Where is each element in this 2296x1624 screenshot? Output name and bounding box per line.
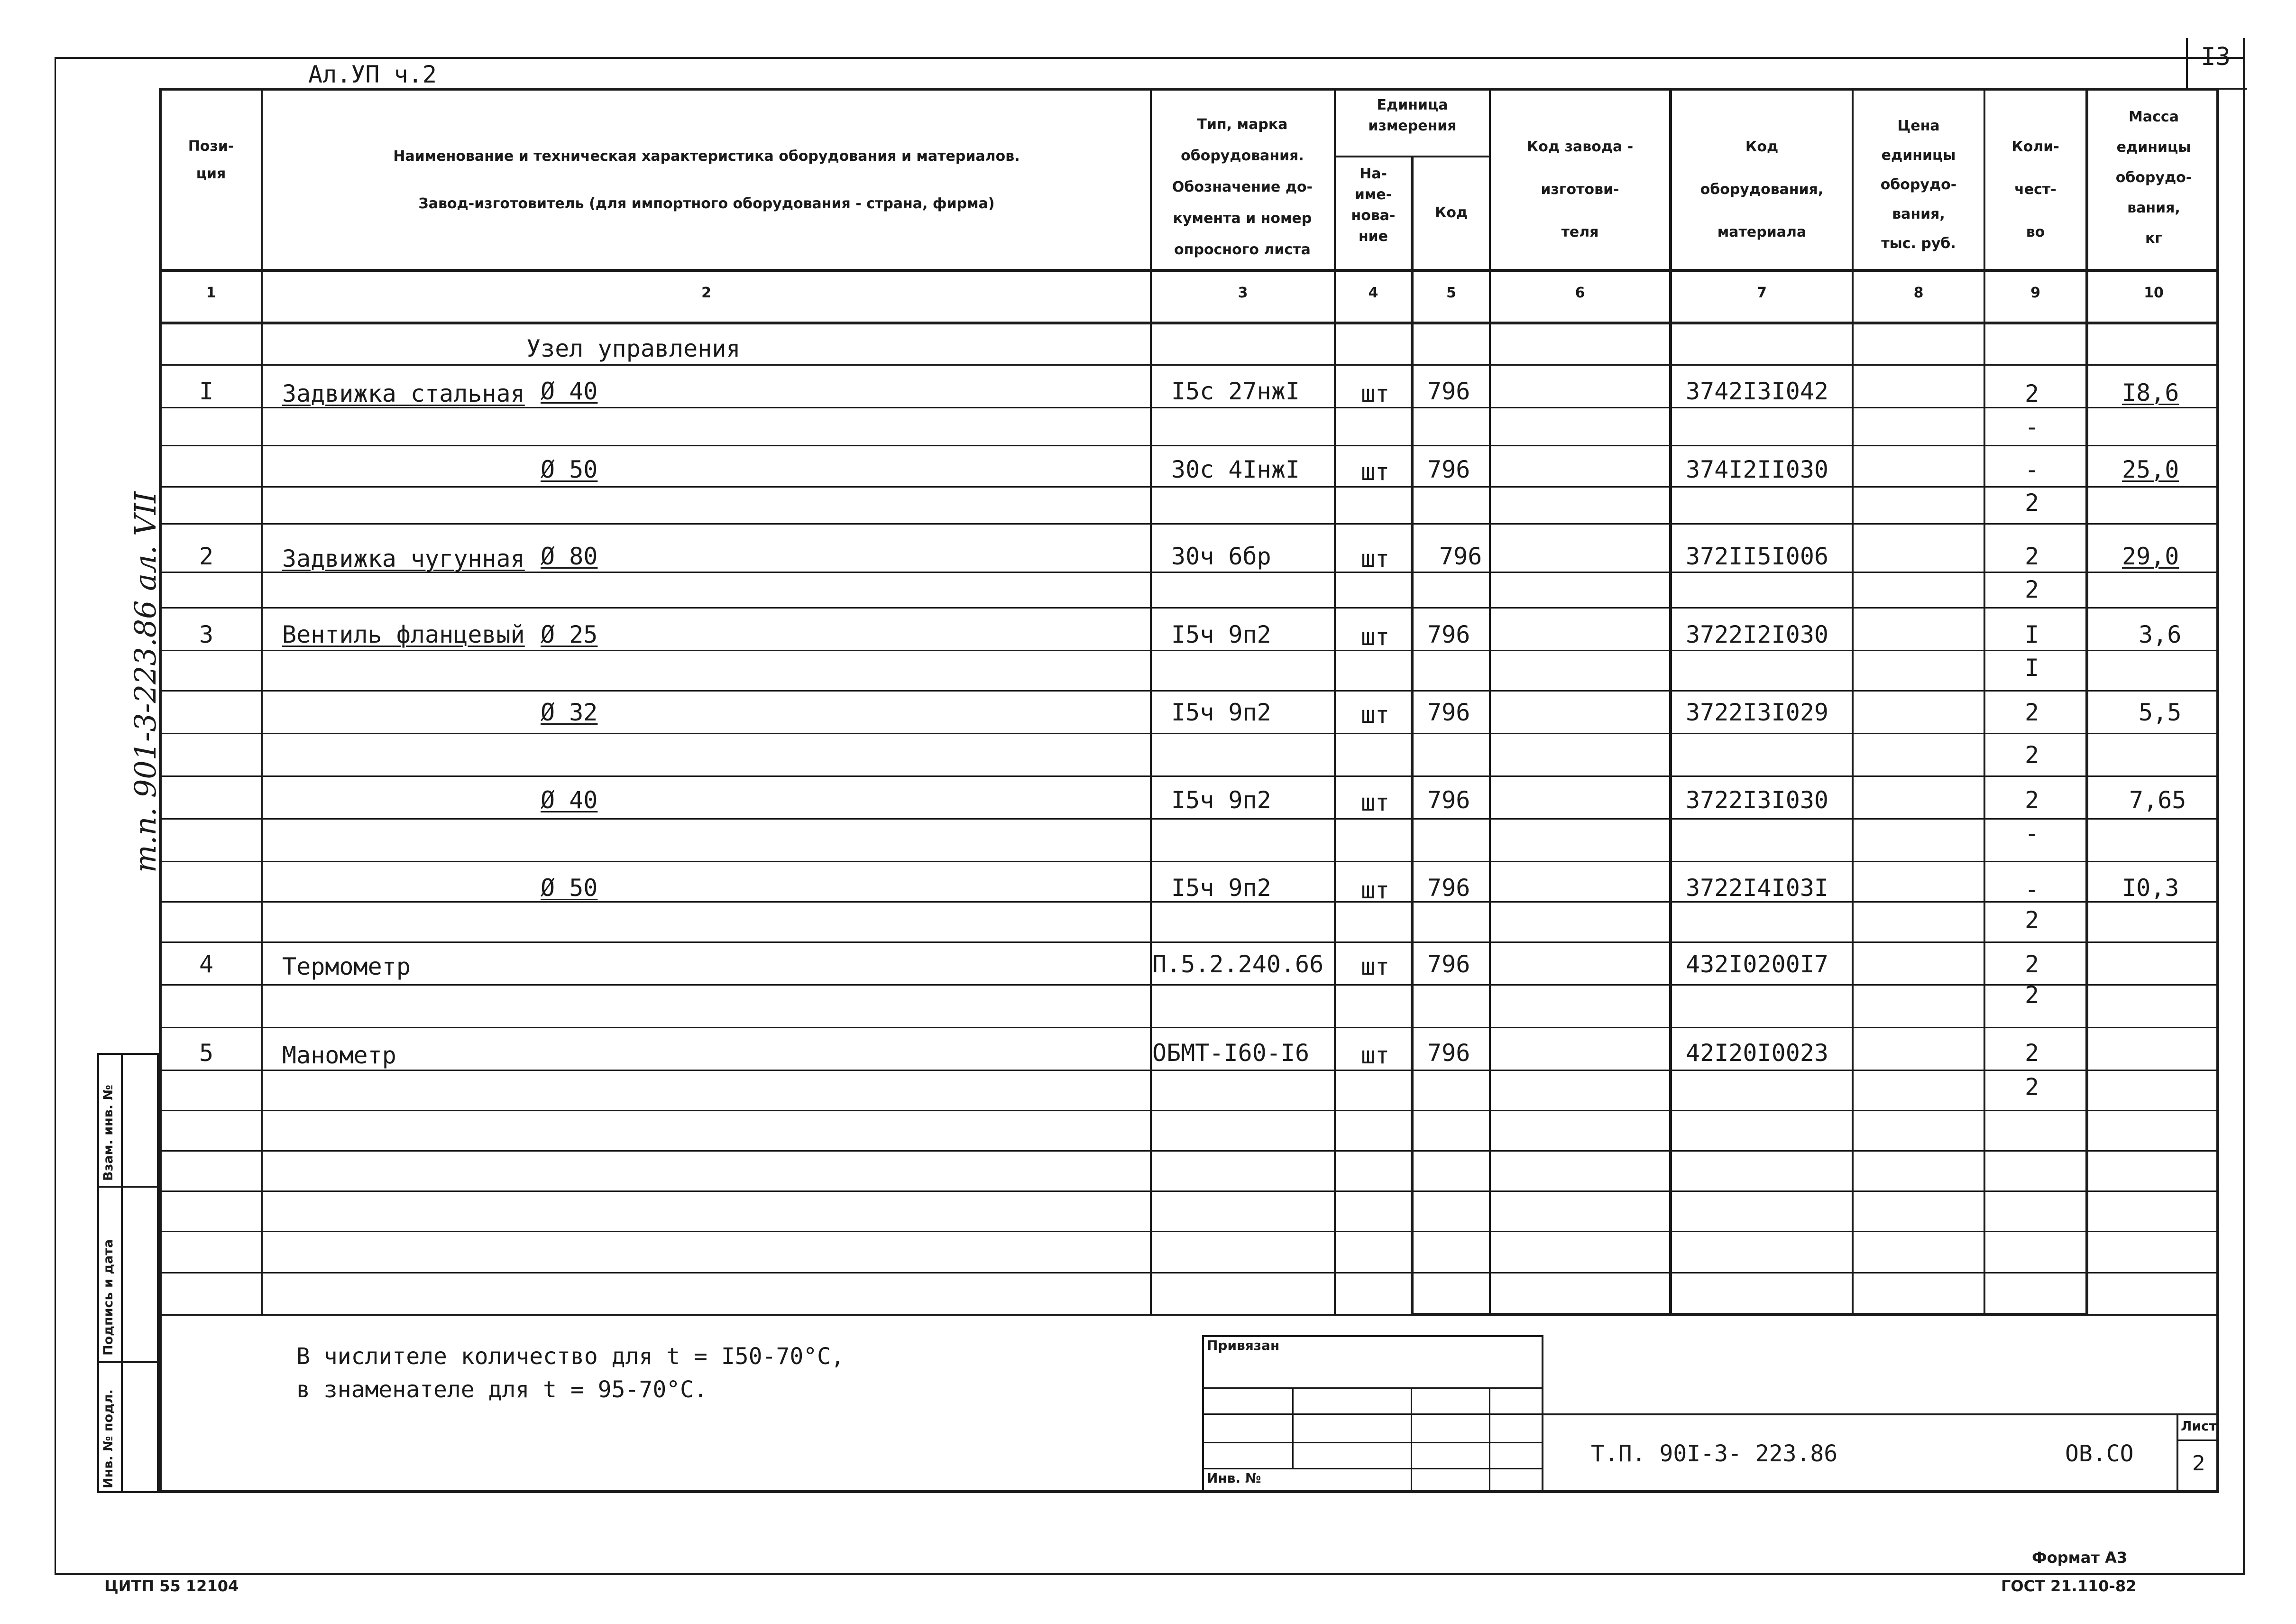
row-qty-numerator: 2	[2025, 786, 2039, 814]
row-unit-code: 796	[1427, 950, 1470, 978]
row-pos: 3	[199, 621, 214, 648]
header-divider	[159, 269, 2219, 272]
col-number: 1	[206, 285, 216, 301]
row-line	[159, 941, 2219, 943]
note-line-2: в знаменателе для t = 95-70°C.	[296, 1376, 707, 1403]
outer-frame-right	[2243, 38, 2245, 1575]
hdr-material-code: Код оборудования, материала	[1700, 138, 1824, 240]
stamp-vline	[1489, 1387, 1490, 1493]
col-line-7	[1852, 88, 1854, 1316]
row-qty-denominator: 2	[2025, 576, 2039, 603]
col-line-4	[1411, 157, 1414, 1316]
col-line-5	[1489, 88, 1491, 1316]
row-type: 30с 4IнжI	[1171, 456, 1300, 483]
hdr-price: Цена единицы оборудо- вания, тыс. руб.	[1880, 118, 1957, 252]
row-type: 30ч 6бр	[1171, 543, 1271, 570]
row-qty-denominator: 2	[2025, 906, 2039, 934]
unit-subheader-line	[1334, 156, 1489, 157]
side-strip-line	[97, 1361, 159, 1363]
left-margin-line	[55, 57, 56, 1575]
side-strip-divider	[121, 1053, 123, 1493]
row-mass: 25,0	[2122, 456, 2179, 483]
row-qty-numerator: 2	[2025, 950, 2039, 978]
row-type: П.5.2.240.66	[1152, 950, 1324, 978]
outer-frame-top	[55, 57, 2245, 59]
row-type: I5с 27нжI	[1171, 378, 1300, 405]
row-line	[159, 1190, 2219, 1192]
row-line	[159, 523, 2219, 525]
row-line	[159, 1314, 2219, 1316]
stamp-vline	[1411, 1387, 1412, 1493]
row-line	[159, 650, 2219, 651]
row-line	[159, 1110, 2219, 1111]
list-box-line	[2177, 1439, 2219, 1441]
col-number: 10	[2144, 285, 2164, 301]
row-material-code: 3722I2I030	[1686, 621, 1829, 648]
row-qty-denominator: 2	[2025, 1073, 2039, 1101]
row-material-code: 374I2II030	[1686, 456, 1829, 483]
row-diameter: Ø 50	[541, 456, 598, 483]
row-material-code: 3722I3I029	[1686, 699, 1829, 726]
row-material-code: 42I20I0023	[1686, 1039, 1829, 1067]
row-unit-code: 796	[1439, 543, 1482, 570]
row-type: I5ч 9п2	[1171, 621, 1271, 648]
row-mass: 5,5	[2139, 699, 2182, 726]
row-type: I5ч 9п2	[1171, 786, 1271, 814]
note-line-1: В числителе количество для t = I50-70°C,	[296, 1343, 845, 1370]
row-qty-numerator: 2	[2025, 1039, 2039, 1067]
doc-code: Т.П. 90I-3- 223.86	[1591, 1440, 1838, 1467]
row-line	[159, 690, 2219, 692]
row-unit: шт	[1361, 1042, 1390, 1069]
side-label: т.п. 901-3-223.86 ал. VII	[128, 491, 163, 873]
row-qty-denominator: 2	[2025, 741, 2039, 769]
col-line-6	[1669, 88, 1672, 1316]
stamp-privyazan-label: Привязан	[1207, 1338, 1280, 1353]
row-line	[159, 1027, 2219, 1028]
stamp-line	[1202, 1413, 1543, 1415]
row-line	[159, 607, 2219, 609]
row-mass: 7,65	[2129, 786, 2186, 814]
row-unit: шт	[1361, 789, 1390, 816]
row-line	[159, 984, 2219, 986]
doc-suffix: ОВ.СО	[2065, 1440, 2134, 1467]
row-unit: шт	[1361, 380, 1390, 407]
outer-frame-bottom	[55, 1573, 2245, 1575]
row-qty-denominator: 2	[2025, 981, 2039, 1009]
stamp-line	[1202, 1387, 1543, 1389]
row-diameter: Ø 32	[541, 699, 598, 726]
row-qty-numerator: 2	[2025, 699, 2039, 726]
hdr-name: Наименование и техническая характеристика оборудования и материалов. Завод-изготовитель (для импортного оборудования - страна, фирма)	[393, 148, 1020, 212]
row-qty-numerator: I	[2025, 621, 2039, 648]
hdr-quantity: Коли- чест- во	[2011, 138, 2059, 240]
row-diameter: Ø 80	[541, 543, 598, 570]
row-unit: шт	[1361, 623, 1390, 651]
row-line	[159, 1231, 2219, 1232]
section-title: Узел управления	[526, 335, 741, 362]
row-qty-numerator: 2	[2025, 380, 2039, 407]
list-value: 2	[2192, 1451, 2205, 1476]
list-label: Лист	[2181, 1418, 2217, 1434]
row-diameter: Ø 50	[541, 874, 598, 902]
row-qty-denominator: 2	[2025, 489, 2039, 517]
row-name: Манометр	[282, 1042, 396, 1069]
row-material-code: 372II5I006	[1686, 543, 1829, 570]
row-unit-code: 796	[1427, 786, 1470, 814]
row-diameter: Ø 40	[541, 378, 598, 405]
stamp-line	[1202, 1468, 1543, 1469]
col5-9-box-top	[1411, 322, 2088, 324]
row-material-code: 432I0200I7	[1686, 950, 1829, 978]
side-box-replace-inv: Взам. инв. №	[101, 1084, 116, 1181]
row-qty-numerator: -	[2025, 456, 2039, 483]
row-unit-code: 796	[1427, 699, 1470, 726]
row-line	[159, 818, 2219, 820]
side-box-signature: Подпись и дата	[101, 1239, 116, 1356]
row-unit-code: 796	[1427, 378, 1470, 405]
row-unit: шт	[1361, 877, 1390, 904]
side-strip-line	[97, 1186, 159, 1188]
hdr-type: Тип, марка оборудования. Обозначение до- кумента и номер опросного листа	[1172, 116, 1313, 258]
row-unit-code: 796	[1427, 621, 1470, 648]
row-qty-denominator: I	[2025, 654, 2039, 682]
row-unit-code: 796	[1427, 874, 1470, 902]
footer-format: Формат А3	[2032, 1549, 2128, 1567]
row-line	[159, 775, 2219, 777]
row-material-code: 3722I3I030	[1686, 786, 1829, 814]
row-mass: 29,0	[2122, 543, 2179, 570]
row-name: Вентиль фланцевый	[282, 621, 525, 648]
title-block-top	[1543, 1413, 2219, 1415]
col-line-9	[2085, 88, 2088, 1316]
row-line	[159, 486, 2219, 488]
stamp-vline	[1292, 1387, 1294, 1468]
col-number: 5	[1446, 285, 1456, 301]
col-number: 4	[1368, 285, 1378, 301]
row-unit: шт	[1361, 545, 1390, 572]
row-line	[159, 1070, 2219, 1071]
row-unit: шт	[1361, 701, 1390, 729]
col-number: 6	[1575, 285, 1585, 301]
row-name: Термометр	[282, 953, 411, 980]
stamp-line	[1202, 1442, 1543, 1443]
hdr-unit-code: Код	[1434, 204, 1468, 221]
row-pos: I	[199, 378, 214, 405]
row-diameter: Ø 25	[541, 621, 598, 648]
hdr-factory-code: Код завода - изготови- теля	[1526, 138, 1634, 240]
row-type: ОБМТ-I60-I6	[1152, 1039, 1310, 1067]
stamp-inv-label: Инв. №	[1207, 1470, 1261, 1486]
row-qty-denominator: -	[2025, 413, 2039, 441]
row-line	[159, 733, 2219, 734]
col-line-1	[261, 88, 263, 1316]
row-mass: I0,3	[2122, 874, 2179, 902]
row-unit: шт	[1361, 953, 1390, 980]
col-line-3	[1334, 88, 1336, 1316]
row-line	[159, 364, 2219, 366]
sheet-number: I3	[2201, 43, 2231, 71]
row-pos: 4	[199, 950, 214, 978]
row-unit-code: 796	[1427, 1039, 1470, 1067]
hdr-position: Пози- ция	[188, 138, 234, 182]
row-type: I5ч 9п2	[1171, 874, 1271, 902]
footer-gost: ГОСТ 21.110-82	[2001, 1577, 2137, 1595]
row-qty-denominator: -	[2025, 820, 2039, 847]
row-pos: 5	[199, 1039, 214, 1067]
row-mass: 3,6	[2139, 621, 2182, 648]
row-pos: 2	[199, 543, 214, 570]
row-line	[159, 445, 2219, 446]
row-diameter: Ø 40	[541, 786, 598, 814]
side-box-inv-original: Инв. № подл.	[101, 1389, 116, 1488]
row-material-code: 3742I3I042	[1686, 378, 1829, 405]
col-number: 8	[1913, 285, 1924, 301]
col-number: 7	[1757, 285, 1767, 301]
row-name: Задвижка чугунная	[282, 545, 525, 572]
row-name: Задвижка стальная	[282, 380, 525, 407]
col-line-8	[1984, 88, 1985, 1316]
col-number: 2	[701, 285, 711, 301]
row-unit: шт	[1361, 458, 1390, 486]
row-mass: I8,6	[2122, 379, 2179, 406]
row-type: I5ч 9п2	[1171, 699, 1271, 726]
row-qty-numerator: -	[2025, 876, 2039, 903]
hdr-unit: Единица измерения	[1368, 97, 1457, 134]
row-qty-numerator: 2	[2025, 543, 2039, 570]
footer-left: ЦИТП 55 12104	[104, 1577, 239, 1595]
row-line	[159, 1150, 2219, 1152]
col-line-2	[1150, 88, 1152, 1316]
sheet-ref: Ал.УП ч.2	[308, 61, 437, 88]
col-number: 3	[1238, 285, 1248, 301]
row-unit-code: 796	[1427, 456, 1470, 483]
row-material-code: 3722I4I03I	[1686, 874, 1829, 902]
row-line	[159, 861, 2219, 862]
col-number: 9	[2030, 285, 2040, 301]
hdr-unit-name: На- име- нова- ние	[1351, 166, 1396, 245]
row-line	[159, 1272, 2219, 1273]
hdr-mass: Масса единицы оборудо- вания, кг	[2115, 109, 2192, 247]
